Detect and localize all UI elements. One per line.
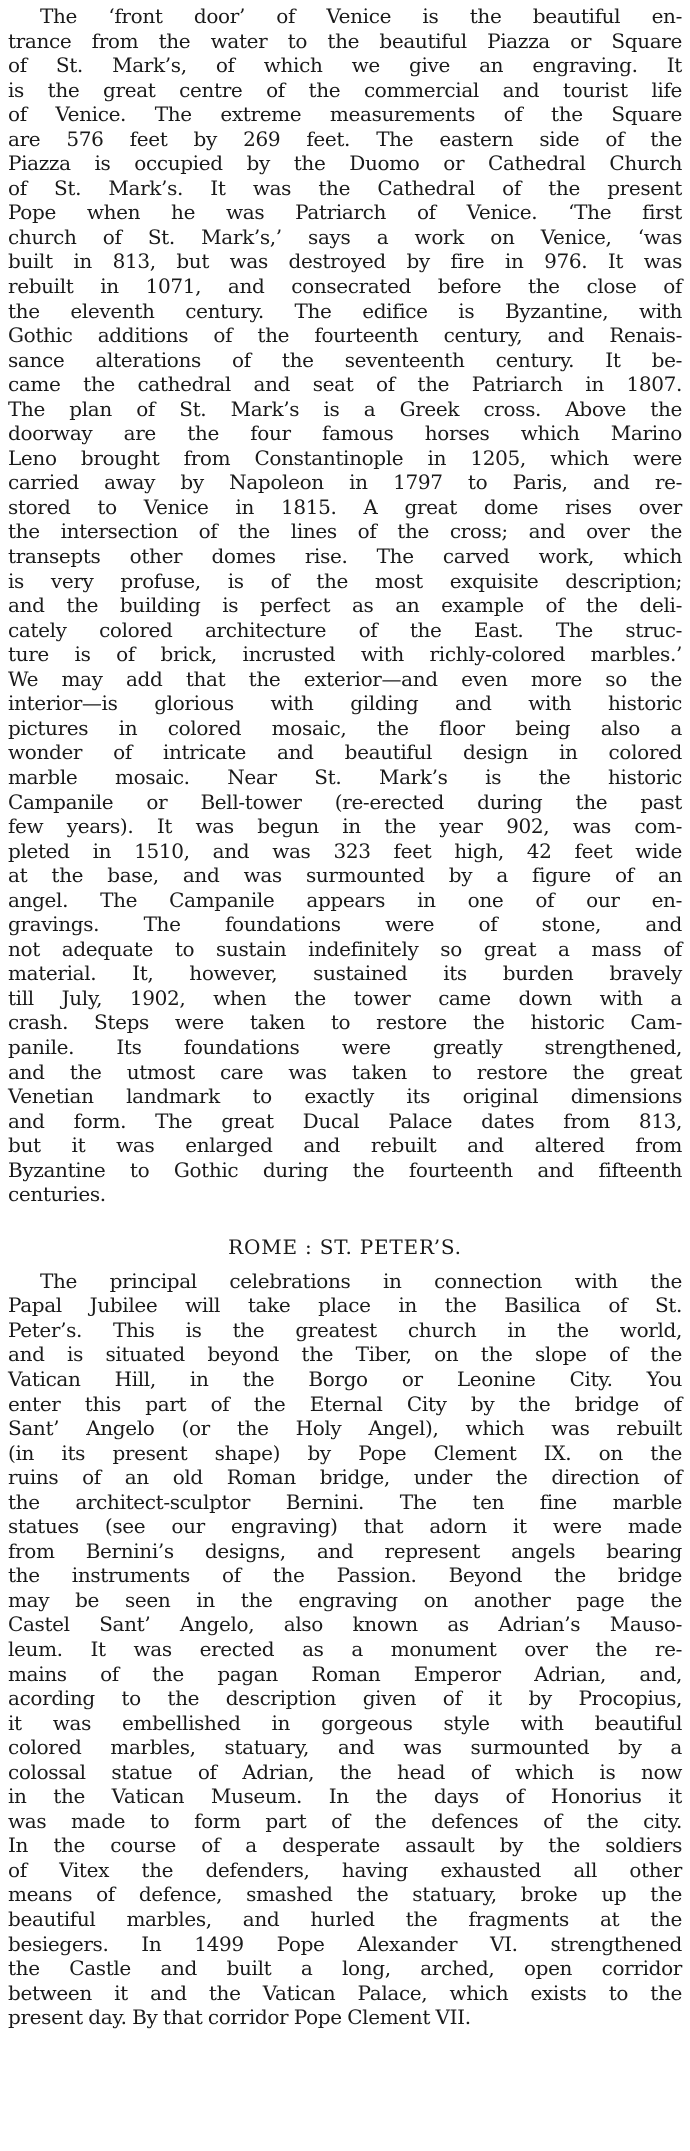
section-heading-rome: ROME : ST. PETER’S.	[228, 1234, 462, 1259]
text-line: statues (see our engraving) that adorn it were made	[8, 1514, 682, 1539]
text-line: pictures in colored mosaic, the floor being also a	[8, 715, 682, 740]
text-line: but it was enlarged and rebuilt and altered from	[8, 1133, 682, 1158]
text-line: gravings. The foundations were of stone, and	[8, 912, 682, 937]
text-line: built in 813, but was destroyed by fire in 976. It was	[8, 249, 682, 274]
text-line: acording to the description given of it by Procopius,	[8, 1686, 682, 1711]
text-line: panile. Its foundations were greatly strengthened,	[8, 1034, 682, 1059]
text-line: church of St. Mark’s,’ says a work on Venice, ‘was	[8, 224, 682, 249]
text-line: Pope when he was Patriarch of Venice. ‘The first	[8, 200, 682, 225]
text-line: sance alterations of the seventeenth century. It be-	[8, 347, 682, 372]
text-line: Campanile or Bell-tower (re-erected during the past	[8, 789, 682, 814]
text-line: between it and the Vatican Palace, which exists to the	[8, 1980, 682, 2005]
text-line: centuries.	[8, 1182, 106, 1207]
text-line: present day. By that corridor Pope Clement VII.	[8, 2005, 471, 2030]
text-line: may be seen in the engraving on another page the	[8, 1587, 682, 1612]
text-line: Peter’s. This is the greatest church in the world,	[8, 1317, 682, 1342]
text-line: Castel Sant’ Angelo, also known as Adrian’s Mauso-	[8, 1612, 682, 1637]
text-line: interior—is glorious with gilding and with historic	[8, 691, 682, 716]
text-line: and the building is perfect as an example of the deli-	[8, 593, 682, 618]
text-line: marble mosaic. Near St. Mark’s is the historic	[8, 764, 682, 789]
text-line: was made to form part of the defences of the city.	[8, 1808, 682, 1833]
text-line: few years). It was begun in the year 902, was com-	[8, 814, 682, 839]
text-line: Gothic additions of the fourteenth century, and Renais-	[8, 323, 682, 348]
text-line: are 576 feet by 269 feet. The eastern side of the	[8, 126, 682, 151]
text-line: Byzantine to Gothic during the fourteenth and fifteenth	[8, 1157, 682, 1182]
text-line: means of defence, smashed the statuary, broke up the	[8, 1882, 682, 1907]
text-line: and is situated beyond the Tiber, on the slope of the	[8, 1342, 682, 1367]
text-line: till July, 1902, when the tower came down with a	[8, 985, 682, 1010]
text-line: We may add that the exterior—and even more so the	[8, 666, 682, 691]
text-line: of Venice. The extreme measurements of the Square	[8, 102, 682, 127]
text-line: rebuilt in 1071, and consecrated before the close of	[8, 274, 682, 299]
text-line: Papal Jubilee will take place in the Basilica of St.	[8, 1293, 682, 1318]
text-line: wonder of intricate and beautiful design in colored	[8, 740, 682, 765]
text-line: doorway are the four famous horses which Marino	[8, 421, 682, 446]
text-line: of Vitex the defenders, having exhausted all other	[8, 1857, 682, 1882]
text-line: and form. The great Ducal Palace dates from 813,	[8, 1108, 682, 1133]
text-line: The plan of St. Mark’s is a Greek cross. Above the	[8, 396, 682, 421]
text-line: trance from the water to the beautiful Piazza or Square	[8, 28, 682, 53]
venice-paragraph	[8, 4, 682, 1207]
text-line: colossal statue of Adrian, the head of which is now	[8, 1759, 682, 1784]
text-line: material. It, however, sustained its burden bravely	[8, 961, 682, 986]
text-line: mains of the pagan Roman Emperor Adrian, and,	[8, 1661, 682, 1686]
text-line: of St. Mark’s, of which we give an engraving. It	[8, 53, 682, 78]
text-line: pleted in 1510, and was 323 feet high, 42 feet wide	[8, 838, 682, 863]
text-line: the instruments of the Passion. Beyond the bridge	[8, 1563, 682, 1588]
text-line: (in its present shape) by Pope Clement IX. on the	[8, 1440, 682, 1465]
text-line: stored to Venice in 1815. A great dome rises over	[8, 494, 682, 519]
text-line: Sant’ Angelo (or the Holy Angel), which was rebuilt	[8, 1416, 682, 1441]
text-line: at the base, and was surmounted by a figure of an	[8, 863, 682, 888]
text-line: the intersection of the lines of the cross; and over the	[8, 519, 682, 544]
text-line: the architect-sculptor Bernini. The ten fine marble	[8, 1489, 682, 1514]
text-line: ture is of brick, incrusted with richly-colored marbles.’	[8, 642, 682, 667]
text-line: enter this part of the Eternal City by the bridge of	[8, 1391, 682, 1416]
text-line: the eleventh century. The edifice is Byzantine, with	[8, 298, 682, 323]
text-line: and the utmost care was taken to restore the great	[8, 1059, 682, 1084]
text-line: is the great centre of the commercial and tourist life	[8, 77, 682, 102]
text-line: from Bernini’s designs, and represent angels bearing	[8, 1538, 682, 1563]
text-line: not adequate to sustain indefinitely so great a mass of	[8, 936, 682, 961]
text-line: The principal celebrations in connection with the	[40, 1268, 682, 1293]
rome-paragraph	[8, 1269, 682, 2030]
text-line: beautiful marbles, and hurled the fragments at the	[8, 1907, 682, 1932]
text-line: it was embellished in gorgeous style with beautiful	[8, 1710, 682, 1735]
text-line: Vatican Hill, in the Borgo or Leonine City. You	[8, 1366, 682, 1391]
text-line: transepts other domes rise. The carved work, which	[8, 544, 682, 569]
text-line: Piazza is occupied by the Duomo or Cathedral Church	[8, 151, 682, 176]
text-line: came the cathedral and seat of the Patriarch in 1807.	[8, 372, 682, 397]
text-line: angel. The Campanile appears in one of our en-	[8, 887, 682, 912]
text-line: of St. Mark’s. It was the Cathedral of the present	[8, 175, 682, 200]
text-line: ruins of an old Roman bridge, under the direction of	[8, 1465, 682, 1490]
text-line: colored marbles, statuary, and was surmounted by a	[8, 1735, 682, 1760]
text-line: is very profuse, is of the most exquisite description;	[8, 568, 682, 593]
text-line: the Castle and built a long, arched, open corridor	[8, 1956, 682, 1981]
text-line: The ‘front door’ of Venice is the beautiful en-	[40, 4, 682, 28]
text-line: besiegers. In 1499 Pope Alexander VI. strengthened	[8, 1931, 682, 1956]
text-line: cately colored architecture of the East. The struc-	[8, 617, 682, 642]
text-line: in the Vatican Museum. In the days of Honorius it	[8, 1784, 682, 1809]
text-line: In the course of a desperate assault by the soldiers	[8, 1833, 682, 1858]
text-line: carried away by Napoleon in 1797 to Paris, and re-	[8, 470, 682, 495]
text-line: Leno brought from Constantinople in 1205, which were	[8, 445, 682, 470]
text-line: leum. It was erected as a monument over the re-	[8, 1637, 682, 1661]
text-line: crash. Steps were taken to restore the historic Cam-	[8, 1010, 682, 1035]
text-line: Venetian landmark to exactly its original dimensions	[8, 1084, 682, 1109]
